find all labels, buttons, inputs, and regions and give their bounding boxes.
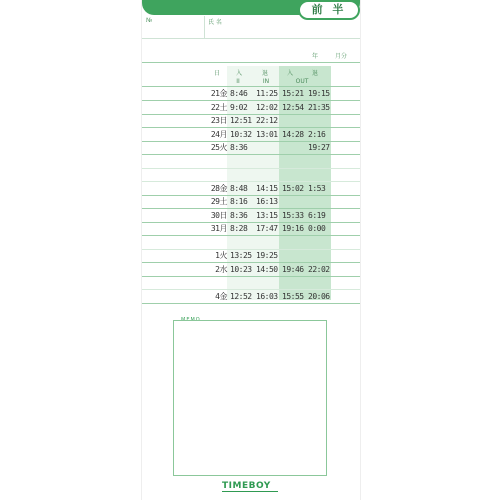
row-date: 29土 — [210, 197, 227, 206]
table-row — [142, 276, 360, 290]
number-label: № — [146, 17, 153, 24]
col-ii-subheader: II — [236, 78, 240, 85]
row-date — [202, 236, 227, 249]
table-row — [142, 168, 360, 182]
row-in-time: 8:16 — [230, 197, 248, 206]
row-in-time: 12:51 — [230, 116, 252, 125]
header-rule — [142, 38, 360, 39]
header-divider — [204, 16, 205, 38]
table-row — [142, 141, 360, 155]
row-out-time: 22:12 — [256, 116, 278, 125]
year-label: 年 — [312, 53, 319, 60]
row-out-time: 19:25 — [256, 251, 278, 260]
row-out2-time: 21:35 — [308, 102, 330, 112]
month-label: 月分 — [335, 53, 348, 60]
col-day-header: 日 — [213, 70, 220, 77]
row-out-time: 13:15 — [256, 210, 278, 220]
row-date: 1火 — [215, 251, 227, 260]
row-in-time: 8:36 — [230, 143, 248, 152]
table-row — [142, 155, 360, 169]
row-in2-time: 19:16 — [282, 224, 304, 233]
row-out2-time: 1:53 — [308, 183, 326, 193]
table-row — [142, 236, 360, 250]
row-in2-time: 12:54 — [282, 102, 304, 112]
row-out2-time — [308, 155, 338, 168]
row-in-time: 8:48 — [230, 183, 248, 193]
row-out-time: 13:01 — [256, 129, 278, 139]
row-out-time: 14:15 — [256, 183, 278, 193]
col-in2-header: 入 — [286, 70, 293, 77]
memo-label: MEMO — [181, 317, 201, 323]
table-row — [142, 195, 360, 209]
row-in-time: 10:23 — [230, 264, 252, 274]
row-date — [202, 168, 227, 181]
row-out2-time: 19:15 — [308, 89, 330, 98]
row-out2-time — [308, 249, 338, 262]
period-rule — [142, 62, 360, 63]
row-out2-time — [308, 114, 338, 127]
table-row — [142, 222, 360, 236]
row-out2-time: 2:16 — [308, 129, 326, 139]
row-out2-time: 22:02 — [308, 264, 330, 274]
table-row — [142, 290, 360, 304]
row-out2-time: 6:19 — [308, 210, 326, 220]
row-in2-time: 19:46 — [282, 264, 304, 274]
col-out-header: 退 — [261, 70, 268, 77]
row-date — [202, 276, 227, 289]
row-date: 28金 — [210, 183, 227, 193]
row-out-time: 16:13 — [256, 197, 278, 206]
row-out2-time — [308, 276, 338, 289]
time-card — [141, 0, 361, 500]
row-in-time: 13:25 — [230, 251, 252, 260]
row-date: 31月 — [210, 224, 227, 233]
table-row — [142, 114, 360, 128]
row-in-time: 10:32 — [230, 129, 252, 139]
row-date: 30日 — [210, 210, 227, 220]
table-row — [142, 249, 360, 263]
row-out-time: 17:47 — [256, 224, 278, 233]
row-out2-time — [308, 236, 338, 249]
brand-logo: TIMEBOY — [222, 481, 271, 491]
row-in2-time: 14:28 — [282, 129, 304, 139]
row-in2-time: 15:02 — [282, 183, 304, 193]
col-out-subheader: OUT — [295, 78, 309, 85]
table-row — [142, 87, 360, 101]
row-in-time: 12:52 — [230, 291, 252, 301]
row-out2-time — [308, 168, 338, 181]
col-in-subheader: IN — [262, 78, 270, 85]
row-out2-time: 19:27 — [308, 143, 330, 152]
row-date: 21金 — [210, 89, 227, 98]
row-out-time: 14:50 — [256, 264, 278, 274]
row-date: 2水 — [215, 264, 227, 274]
row-date: 24月 — [210, 129, 227, 139]
row-out2-time: 20:06 — [308, 291, 330, 301]
col-out2-header: 退 — [311, 70, 318, 77]
row-date: 22土 — [210, 102, 227, 112]
row-out2-time — [308, 195, 338, 208]
row-in-time: 8:28 — [230, 224, 248, 233]
memo-box — [173, 320, 327, 476]
row-in2-time: 15:33 — [282, 210, 304, 220]
table-row — [142, 209, 360, 223]
row-out-time: 12:02 — [256, 102, 278, 112]
row-in-time: 8:36 — [230, 210, 248, 220]
half-period-tab: 前 半 — [298, 0, 360, 20]
table-row — [142, 182, 360, 196]
table-row — [142, 263, 360, 277]
row-in-time: 8:46 — [230, 89, 248, 98]
name-label: 氏 名 — [208, 19, 222, 26]
table-row — [142, 101, 360, 115]
brand-underline — [222, 491, 278, 492]
col-in-header: 入 — [235, 70, 242, 77]
table-row — [142, 128, 360, 142]
row-date: 23日 — [210, 116, 227, 125]
row-in-time: 9:02 — [230, 102, 248, 112]
row-out-time: 11:25 — [256, 89, 278, 98]
row-in2-time: 15:55 — [282, 291, 304, 301]
row-out2-time: 0:00 — [308, 224, 326, 233]
row-in2-time: 15:21 — [282, 89, 304, 98]
row-date: 25火 — [210, 143, 227, 152]
row-date: 4金 — [215, 291, 227, 301]
row-out-time: 16:03 — [256, 291, 278, 301]
row-date — [202, 155, 227, 168]
